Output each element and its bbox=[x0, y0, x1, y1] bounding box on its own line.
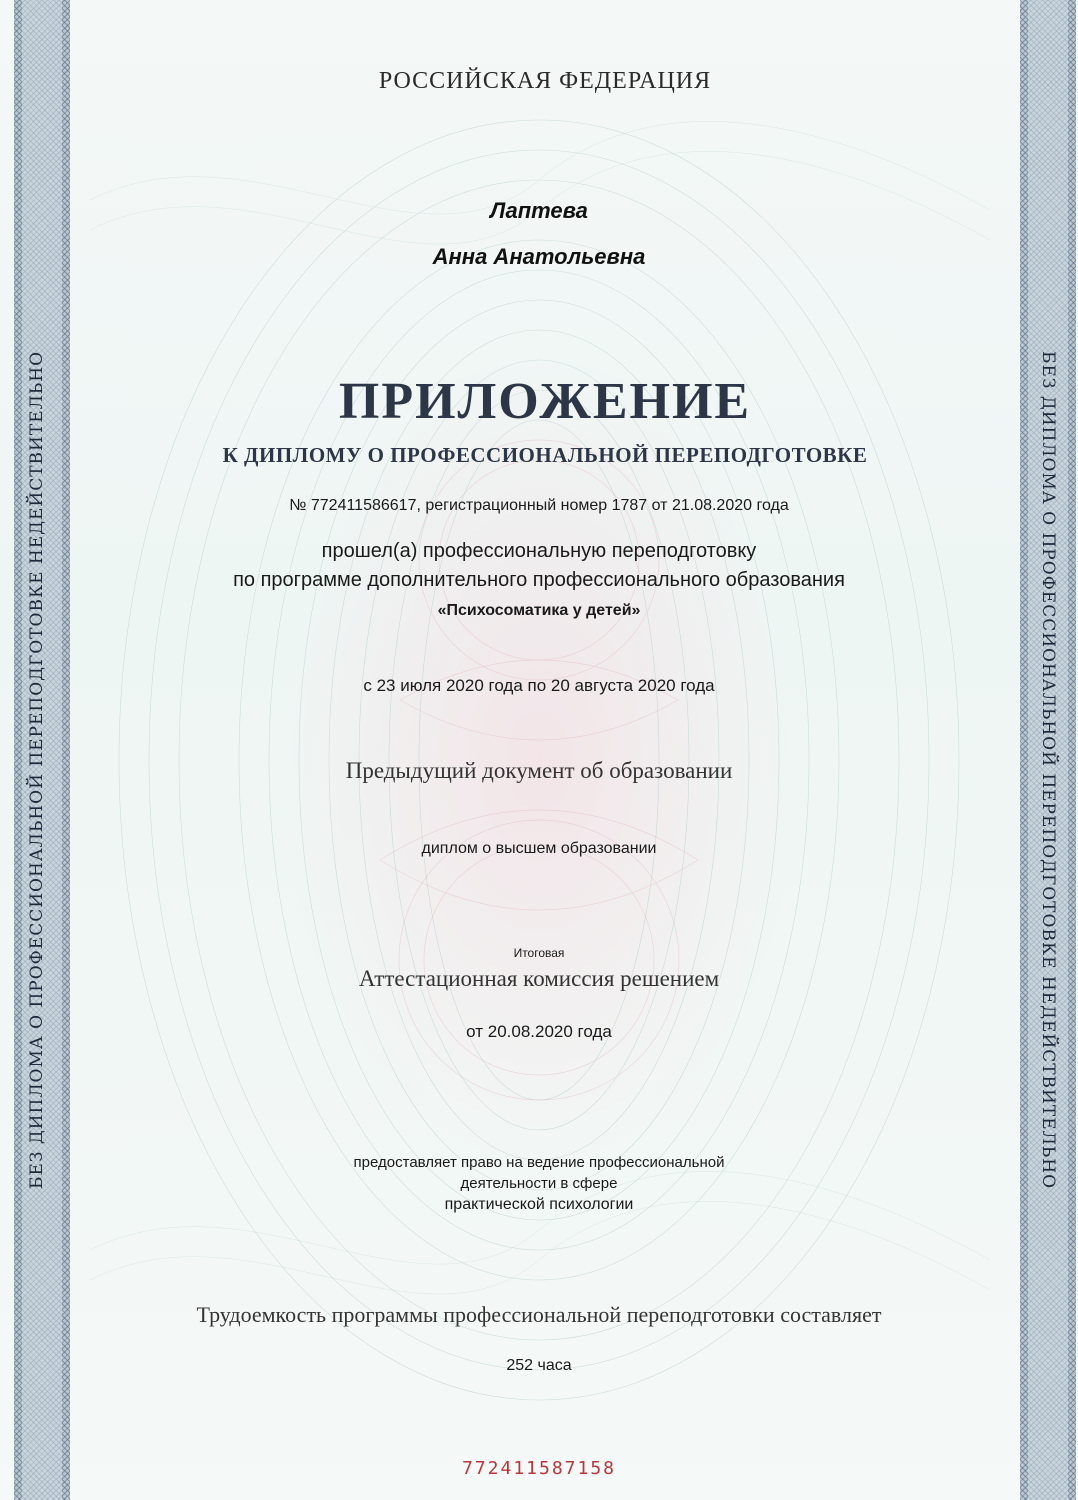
previous-document-value: диплом о высшем образовании bbox=[421, 840, 657, 857]
holder-given-names: Анна Анатольевна bbox=[432, 244, 646, 269]
document-subtitle: К ДИПЛОМУ О ПРОФЕССИОНАЛЬНОЙ ПЕРЕПОДГОТОВКЕ bbox=[222, 443, 868, 467]
program-description: по программе дополнительного профессионального образования bbox=[233, 569, 845, 591]
previous-document-label: Предыдущий документ об образовании bbox=[345, 758, 733, 783]
attestation-commission-text: Аттестационная комиссия решением bbox=[358, 966, 720, 991]
final-attestation-label: Итоговая bbox=[513, 946, 565, 960]
course-name: «Психосоматика у детей» bbox=[437, 602, 641, 619]
rights-line-2: деятельности в сфере bbox=[460, 1175, 618, 1192]
study-period: с 23 июля 2020 года по 20 августа 2020 года bbox=[363, 676, 715, 695]
passed-retraining-text: прошел(а) профессиональную переподготовку bbox=[321, 540, 757, 562]
rights-line-1: предоставляет право на ведение профессиональной bbox=[353, 1154, 725, 1171]
attestation-date: от 20.08.2020 года bbox=[466, 1022, 612, 1041]
document-title: ПРИЛОЖЕНИЕ bbox=[338, 373, 752, 430]
workload-hours: 252 часа bbox=[506, 1357, 572, 1374]
left-border-text: БЕЗ ДИПЛОМА О ПРОФЕССИОНАЛЬНОЙ ПЕРЕПОДГОТОВКЕ НЕДЕЙСТВИТЕЛЬНО bbox=[27, 350, 47, 1190]
serial-number: 772411587158 bbox=[461, 1458, 617, 1479]
holder-surname: Лаптева bbox=[490, 198, 588, 223]
workload-label: Трудоемкость программы профессиональной переподготовки составляет bbox=[196, 1302, 882, 1327]
country-heading: РОССИЙСКАЯ ФЕДЕРАЦИЯ bbox=[378, 68, 712, 94]
diploma-number-line: № 772411586617, регистрационный номер 1787 от 21.08.2020 года bbox=[289, 497, 789, 514]
rights-line-3: практической психологии bbox=[444, 1196, 634, 1213]
right-border-text: БЕЗ ДИПЛОМА О ПРОФЕССИОНАЛЬНОЙ ПЕРЕПОДГОТОВКЕ НЕДЕЙСТВИТЕЛЬНО bbox=[1038, 350, 1058, 1190]
